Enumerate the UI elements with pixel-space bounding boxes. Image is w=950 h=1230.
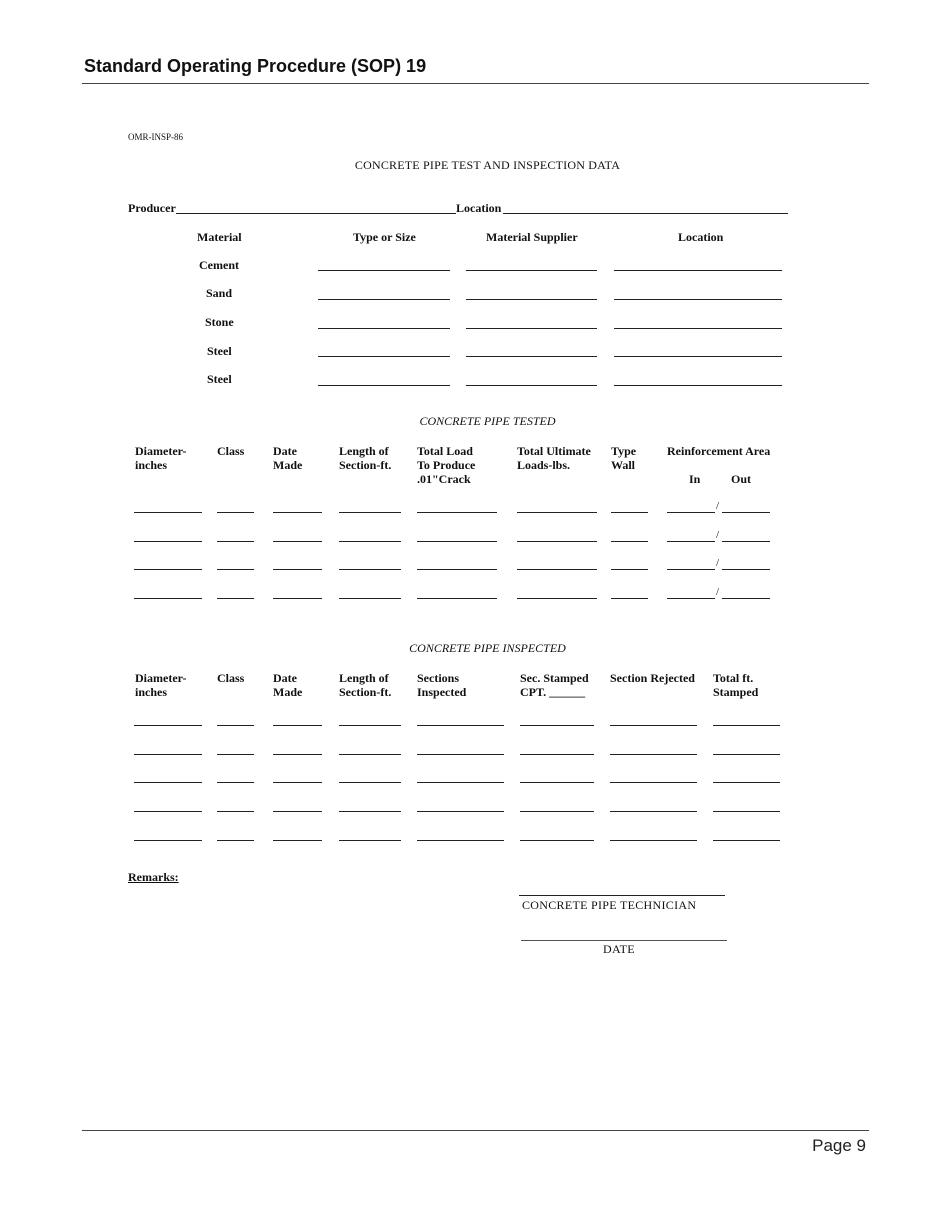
length-field[interactable] <box>339 754 401 755</box>
length-field[interactable] <box>339 512 401 513</box>
diameter-field[interactable] <box>134 782 202 783</box>
producer-field[interactable] <box>176 213 456 214</box>
sections-field[interactable] <box>417 754 504 755</box>
materials-header-material: Material <box>197 230 242 244</box>
date-field[interactable] <box>273 598 322 599</box>
reinforcement-in-field[interactable] <box>667 598 715 599</box>
sections-field[interactable] <box>417 840 504 841</box>
type-wall-field[interactable] <box>611 598 648 599</box>
type-wall-field[interactable] <box>611 512 648 513</box>
diameter-field[interactable] <box>134 569 202 570</box>
tested-header-date: Date Made <box>273 444 303 472</box>
class-field[interactable] <box>217 754 254 755</box>
date-field[interactable] <box>273 512 322 513</box>
header-rule <box>82 83 869 84</box>
rejected-field[interactable] <box>610 725 697 726</box>
inspected-header-class: Class <box>217 671 245 685</box>
diameter-field[interactable] <box>134 840 202 841</box>
sections-field[interactable] <box>417 782 504 783</box>
reinforcement-slash: / <box>716 557 720 569</box>
diameter-field[interactable] <box>134 811 202 812</box>
length-field[interactable] <box>339 840 401 841</box>
sections-field[interactable] <box>417 725 504 726</box>
reinforcement-slash: / <box>716 586 720 598</box>
location-field[interactable] <box>614 270 782 271</box>
total-ft-field[interactable] <box>713 782 780 783</box>
sec-stamped-field[interactable] <box>520 782 594 783</box>
supplier-field[interactable] <box>466 328 597 329</box>
sec-stamped-field[interactable] <box>520 840 594 841</box>
reinforcement-out-field[interactable] <box>722 512 770 513</box>
inspected-header-rejected: Section Rejected <box>610 671 695 685</box>
inspected-section-title: CONCRETE PIPE INSPECTED <box>409 641 566 655</box>
total-ft-field[interactable] <box>713 811 780 812</box>
inspected-header-diameter: Diameter- inches <box>135 671 187 699</box>
producer-label: Producer <box>128 201 176 215</box>
location-field[interactable] <box>614 328 782 329</box>
reinforcement-out-field[interactable] <box>722 541 770 542</box>
inspected-header-length: Length of Section-ft. <box>339 671 392 699</box>
date-field[interactable] <box>273 782 322 783</box>
material-label: Steel <box>207 344 232 358</box>
class-field[interactable] <box>217 541 254 542</box>
type-field[interactable] <box>318 328 450 329</box>
total-ft-field[interactable] <box>713 840 780 841</box>
type-wall-field[interactable] <box>611 569 648 570</box>
class-field[interactable] <box>217 569 254 570</box>
inspected-header-sec-stamped: Sec. Stamped CPT. ______ <box>520 671 589 699</box>
tested-header-reinforcement: Reinforcement Area <box>667 444 771 458</box>
date-label: DATE <box>603 942 635 956</box>
date-field[interactable] <box>273 541 322 542</box>
length-field[interactable] <box>339 541 401 542</box>
reinforcement-slash: / <box>716 529 720 541</box>
date-field[interactable] <box>273 725 322 726</box>
total-ft-field[interactable] <box>713 725 780 726</box>
type-field[interactable] <box>318 356 450 357</box>
ultimate-loads-field[interactable] <box>517 598 597 599</box>
length-field[interactable] <box>339 811 401 812</box>
date-signature-line[interactable] <box>521 940 727 941</box>
class-field[interactable] <box>217 782 254 783</box>
date-field[interactable] <box>273 569 322 570</box>
rejected-field[interactable] <box>610 782 697 783</box>
technician-signature-line[interactable] <box>519 895 725 896</box>
materials-header-supplier: Material Supplier <box>486 230 578 244</box>
form-id: OMR-INSP-86 <box>128 132 184 142</box>
ultimate-loads-field[interactable] <box>517 541 597 542</box>
reinforcement-slash: / <box>716 500 720 512</box>
material-label: Stone <box>205 315 234 329</box>
inspected-header-total-ft: Total ft. Stamped <box>713 671 759 699</box>
type-field[interactable] <box>318 385 450 386</box>
tested-subheader-in: In <box>689 472 701 486</box>
location-label: Location <box>456 201 502 215</box>
supplier-field[interactable] <box>466 270 597 271</box>
class-field[interactable] <box>217 512 254 513</box>
tested-header-total-load: Total Load To Produce .01"Crack <box>417 444 476 486</box>
tested-section-title: CONCRETE PIPE TESTED <box>419 414 556 428</box>
inspected-header-date: Date Made <box>273 671 303 699</box>
class-field[interactable] <box>217 725 254 726</box>
material-label: Cement <box>199 258 239 272</box>
page-number: Page 9 <box>812 1136 866 1155</box>
reinforcement-out-field[interactable] <box>722 598 770 599</box>
tested-header-length: Length of Section-ft. <box>339 444 392 472</box>
material-label: Sand <box>206 286 233 300</box>
location-field[interactable] <box>614 356 782 357</box>
materials-header-type: Type or Size <box>353 230 416 244</box>
diameter-field[interactable] <box>134 598 202 599</box>
class-field[interactable] <box>217 840 254 841</box>
reinforcement-in-field[interactable] <box>667 541 715 542</box>
page-header-title: Standard Operating Procedure (SOP) 19 <box>84 56 427 76</box>
sec-stamped-field[interactable] <box>520 754 594 755</box>
sections-field[interactable] <box>417 811 504 812</box>
reinforcement-in-field[interactable] <box>667 569 715 570</box>
supplier-field[interactable] <box>466 356 597 357</box>
location-field[interactable] <box>614 385 782 386</box>
rejected-field[interactable] <box>610 840 697 841</box>
class-field[interactable] <box>217 598 254 599</box>
remarks-label: Remarks: <box>128 870 179 884</box>
total-ft-field[interactable] <box>713 754 780 755</box>
length-field[interactable] <box>339 725 401 726</box>
date-field[interactable] <box>273 840 322 841</box>
location-field[interactable] <box>503 213 788 214</box>
ultimate-loads-field[interactable] <box>517 512 597 513</box>
materials-header-location: Location <box>678 230 724 244</box>
tested-subheader-out: Out <box>731 472 752 486</box>
diameter-field[interactable] <box>134 512 202 513</box>
technician-label: CONCRETE PIPE TECHNICIAN <box>522 898 697 912</box>
location-field[interactable] <box>614 299 782 300</box>
footer-rule <box>82 1130 869 1131</box>
type-field[interactable] <box>318 270 450 271</box>
total-load-field[interactable] <box>417 598 497 599</box>
total-load-field[interactable] <box>417 512 497 513</box>
type-wall-field[interactable] <box>611 541 648 542</box>
material-label: Steel <box>207 372 232 386</box>
date-field[interactable] <box>273 811 322 812</box>
inspected-header-sections: Sections Inspected <box>417 671 467 699</box>
tested-header-type-wall: Type Wall <box>611 444 637 472</box>
total-load-field[interactable] <box>417 541 497 542</box>
diameter-field[interactable] <box>134 754 202 755</box>
class-field[interactable] <box>217 811 254 812</box>
ultimate-loads-field[interactable] <box>517 569 597 570</box>
sec-stamped-field[interactable] <box>520 725 594 726</box>
total-load-field[interactable] <box>417 569 497 570</box>
length-field[interactable] <box>339 598 401 599</box>
rejected-field[interactable] <box>610 754 697 755</box>
rejected-field[interactable] <box>610 811 697 812</box>
tested-header-class: Class <box>217 444 245 458</box>
diameter-field[interactable] <box>134 725 202 726</box>
diameter-field[interactable] <box>134 541 202 542</box>
reinforcement-in-field[interactable] <box>667 512 715 513</box>
length-field[interactable] <box>339 569 401 570</box>
sec-stamped-field[interactable] <box>520 811 594 812</box>
reinforcement-out-field[interactable] <box>722 569 770 570</box>
date-field[interactable] <box>273 754 322 755</box>
type-field[interactable] <box>318 299 450 300</box>
tested-header-diameter: Diameter- inches <box>135 444 187 472</box>
supplier-field[interactable] <box>466 385 597 386</box>
form-title: CONCRETE PIPE TEST AND INSPECTION DATA <box>354 158 621 172</box>
tested-header-ultimate-loads: Total Ultimate Loads-lbs. <box>517 444 591 472</box>
length-field[interactable] <box>339 782 401 783</box>
supplier-field[interactable] <box>466 299 597 300</box>
